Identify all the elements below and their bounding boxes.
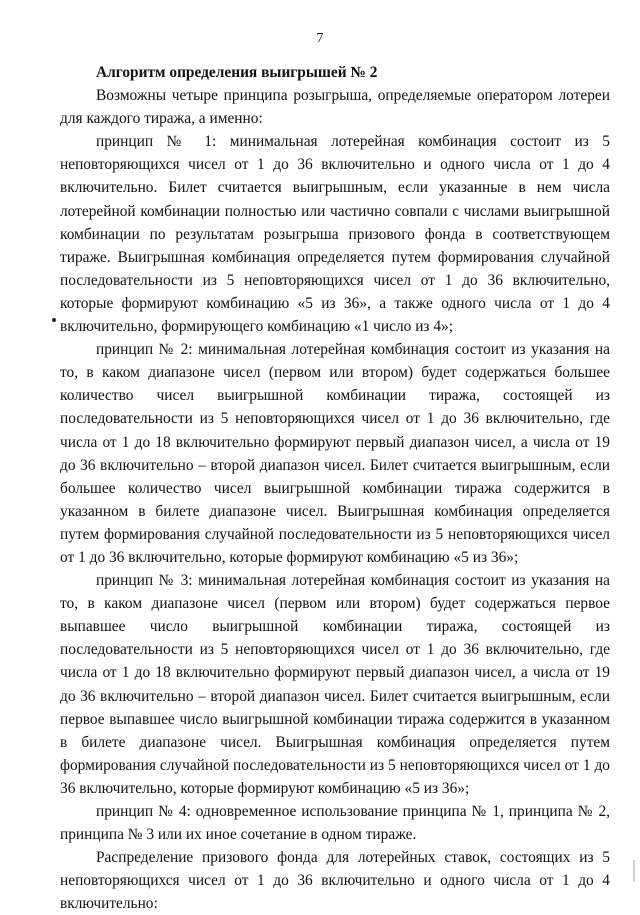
principle-1-paragraph: принцип № 1: минимальная лотерейная комбинация состоит из 5 неповторяющихся чисел от 1 до 36 включительно и одного числа от 1 до 4 включительно. Билет считается выигрышным, если указанные в нем числа лотерейной комбинации полностью или частично совпали с числами выигрышной комбинации по результатам розыгрыша призового фонда в соответствующем тираже. Выигрышная комбинация определяется путем формирования случайной последовательности из 5 неповторяющихся чисел от 1 до 36 включительно, которые формируют комбинацию «5 из 36», а также одного числа от 1 до 4 включительно, формирующего комбинацию «1 число из 4»; (60, 133, 610, 336)
principle-2-paragraph: принцип № 2: минимальная лотерейная комбинация состоит из указания на то, в каком диапазоне чисел (первом или втором) будет содержаться большее количество чисел выигрышной комбинации тиража, состоящей из последовательности из 5 неповторяющихся чисел от 1 до 36 включительно, где числа от 1 до 18 включительно формируют первый диапазон чисел, а числа от 19 до 36 включительно – второй диапазон чисел. Билет считается выигрышным, если большее количество чисел выигрышной комбинации тиража содержится в указанном в билете диапазоне чисел. Выигрышная комбинация определяется путем формирования случайной последовательности из 5 неповторяющихся чисел от 1 до 36 включительно, которые формируют комбинацию «5 из 36»; (60, 341, 610, 566)
scan-dot-mark (52, 318, 56, 322)
intro-paragraph: Возможны четыре принципа розыгрыша, определяемые оператором лотереи для каждого тиража, а именно: (60, 87, 610, 128)
document-body (60, 61, 610, 915)
principle-3-paragraph: принцип № 3: минимальная лотерейная комбинация состоит из указания на то, в каком диапазоне чисел (первом или втором) будет содержаться первое выпавшее число выигрышной комбинации тиража, состоящей из последовательности из 5 неповторяющихся чисел от 1 до 36 включительно, где числа от 1 до 18 включительно формируют первый диапазон чисел, а числа от 19 до 36 включительно – второй диапазон чисел. Билет считается выигрышным, если первое выпавшее число выигрышной комбинации тиража содержится в указанном в билете диапазоне чисел. Выигрышная комбинация определяется путем формирования случайной последовательности из 5 неповторяющихся чисел от 1 до 36 включительно, которые формируют комбинацию «5 из 36»; (60, 572, 610, 797)
section-heading: Алгоритм определения выигрышей № 2 (96, 64, 378, 81)
prize-distribution-paragraph: Распределение призового фонда для лотерейных ставок, состоящих из 5 неповторяющихся чисел от 1 до 36 включительно и одного числа от 1 до 4 включительно: (60, 849, 610, 913)
scan-edge-mark (633, 860, 635, 882)
page-number: 7 (316, 31, 324, 46)
principle-4-paragraph: принцип № 4: одновременное использование принципа № 1, принципа № 2, принципа № 3 или их иное сочетание в одном тираже. (60, 803, 610, 844)
